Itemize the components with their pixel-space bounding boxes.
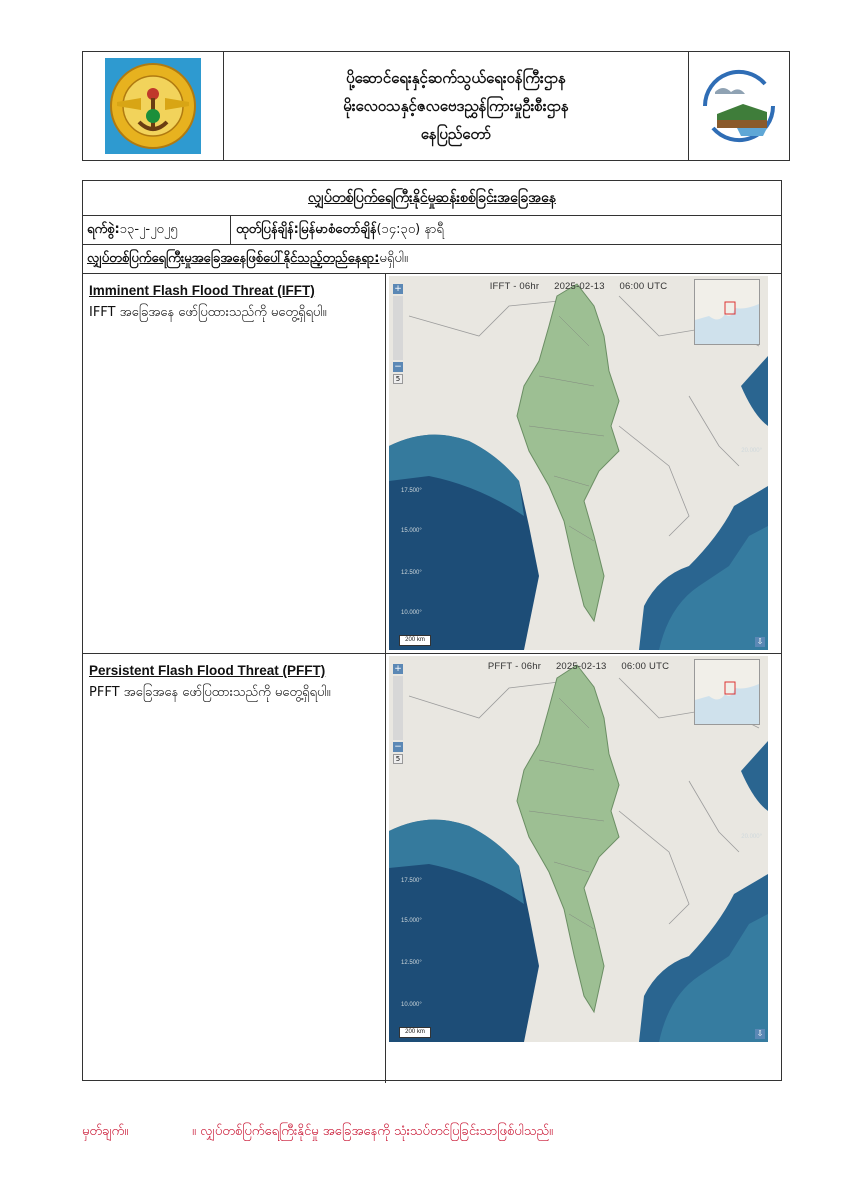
table-title: လျှပ်တစ်ပြက်ရေကြီးနိုင်မှုဆန်းစစ်ခြင်းအခြေအနေ [83,181,781,216]
map-date: 2025-02-13 [555,661,607,672]
letterhead-title [224,52,688,160]
lat-label-right: 20.000° [741,448,762,454]
assessment-table [82,180,782,1081]
location-row [83,245,781,274]
issue-time-cell [231,216,781,244]
letterhead [82,51,790,161]
department-name: မိုးလေဝသနှင့်ဇလဗေဒညွှန်ကြားမှုဦးစီးဌာန [343,97,569,115]
map-cell [386,654,781,1083]
map-product: PFFT - 06hr [487,661,542,672]
zoom-control [393,284,403,384]
ministry-emblem-icon [105,58,201,154]
map-time: 06:00 UTC [619,281,668,292]
overview-map-icon [695,660,759,724]
pfft-map[interactable] [389,656,768,1042]
footnote [82,1123,553,1142]
map-time: 06:00 UTC [621,661,670,672]
overview-map-icon [695,280,759,344]
lat-label: 12.500° [401,570,422,576]
map-cell [386,274,781,653]
layer-switcher-button[interactable]: ⇩ [756,637,764,646]
zoom-in-button[interactable]: + [394,284,402,294]
lat-label: 17.500° [401,488,422,494]
scale-bar: 200 km [399,1027,431,1038]
section-body: PFFT အခြေအနေ ဖော်ပြထားသည်ကို မတွေ့ရှိရပါ။ [89,685,331,700]
left-logo-cell [83,52,224,160]
map-date: 2025-02-13 [554,281,605,292]
lat-label: 15.000° [401,528,422,534]
zoom-out-button[interactable]: − [394,742,402,752]
lat-label: 12.500° [401,960,422,966]
zoom-in-button[interactable]: + [394,664,402,674]
location-value: မရှိပါ။ [379,250,408,266]
lat-label: 15.000° [401,918,422,924]
section-heading: Persistent Flash Flood Threat (PFFT) [89,663,326,678]
map-product: IFFT - 06hr [489,281,540,292]
overview-inset-map[interactable] [694,659,760,725]
meta-row [83,216,781,245]
zoom-control [393,664,403,764]
zoom-slider[interactable] [393,676,403,740]
ministry-name: ပို့ဆောင်ရေးနှင့်ဆက်သွယ်ရေးဝန်ကြီးဌာန [346,69,566,87]
zoom-slider[interactable] [393,296,403,360]
layer-switcher-button[interactable]: ⇩ [756,1029,764,1038]
scale-bar: 200 km [399,635,431,646]
footnote-text: ။ လျှပ်တစ်ပြက်ရေကြီးနိုင်မှု အခြေအနေကို သုံးသပ်တင်ပြခြင်းသာဖြစ်ပါသည်။ [192,1124,553,1139]
date-value: ၁၃-၂-၂၀၂၅ [119,221,178,237]
section-body: IFFT အခြေအနေ ဖော်ပြထားသည်ကို မတွေ့ရှိရပါ။ [89,305,327,320]
date-cell [83,216,231,244]
issue-time-value: (၁၄:၃၀) နာရီ [376,221,444,237]
hydrology-cycle-logo-icon [695,62,783,150]
section-heading: Imminent Flash Flood Threat (IFFT) [89,283,315,298]
location-label: လျှပ်တစ်ပြက်ရေကြီးမှုအခြေအနေဖြစ်ပေါ်နိုင်သည့်တည်နေရာ: [87,250,380,266]
section-text [83,654,386,1083]
lat-label: 10.000° [401,1002,422,1008]
lat-label: 17.500° [401,878,422,884]
city-name: နေပြည်တော် [420,125,492,143]
footnote-label: မှတ်ချက်။ [82,1124,129,1139]
right-logo-cell [688,52,789,160]
issue-time-label: ထုတ်ပြန်ချိန်: [236,221,299,237]
lat-label: 10.000° [401,610,422,616]
section-text [83,274,386,653]
date-label: ရက်စွဲ: [87,221,120,237]
zoom-level: 5 [393,754,403,764]
zoom-out-button[interactable]: − [394,362,402,372]
section-ifft [83,274,781,654]
overview-inset-map[interactable] [694,279,760,345]
zoom-level: 5 [393,374,403,384]
issue-time-zone: မြန်မာစံတော်ချိန် [298,221,377,237]
ifft-map[interactable] [389,276,768,650]
lat-label-right: 20.000° [741,834,762,840]
section-pfft [83,654,781,1083]
